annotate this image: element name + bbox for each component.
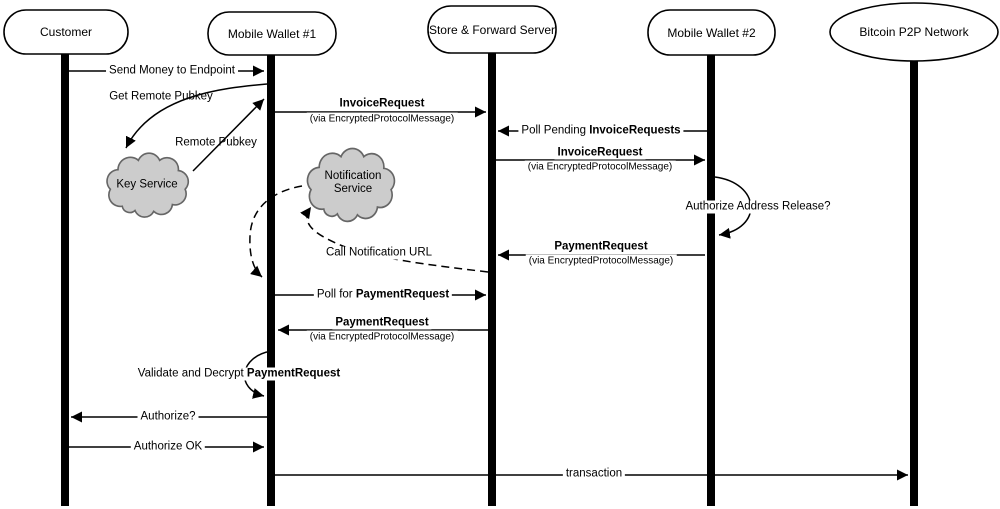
label-validate-and-decrypt — [135, 368, 343, 381]
label-send-money: Send Money to Endpoint — [106, 65, 238, 78]
actor-name: Bitcoin P2P Network — [859, 25, 969, 39]
arrow-notify-wallet1 — [250, 186, 302, 277]
lifeline-mobile-wallet-2 — [707, 54, 715, 506]
label-transaction: transaction — [563, 468, 625, 481]
label-part-normal: Poll Pending — [521, 124, 590, 137]
notification-service-label — [325, 170, 382, 196]
label-part-bold: PaymentRequest — [246, 367, 341, 380]
lifeline-store-forward-server — [488, 52, 496, 506]
lifelines — [61, 52, 918, 506]
lifeline-customer — [61, 53, 69, 506]
actor-name: Mobile Wallet #1 — [227, 26, 317, 41]
actor-label-customer — [4, 10, 128, 54]
label-authorize-question: Authorize? — [138, 411, 199, 424]
label-invoice-request-to-wallet2: InvoiceRequest — [555, 147, 646, 160]
notification-service-line2: Service — [333, 183, 373, 195]
label-part-bold: InvoiceRequests — [589, 124, 681, 137]
label-remote-pubkey: Remote Pubkey — [175, 136, 257, 149]
actor-label-mobile-wallet-2 — [648, 10, 775, 55]
label-invoice-request-to-server-via: (via EncryptedProtocolMessage) — [307, 113, 458, 126]
label-poll-pending-invoice-requests — [518, 125, 683, 138]
actor-label-store-forward-server — [428, 6, 556, 53]
actor-name: Customer — [39, 25, 92, 39]
label-invoice-request-to-wallet2-via: (via EncryptedProtocolMessage) — [525, 161, 676, 174]
label-payment-request-to-wallet1: PaymentRequest — [332, 317, 431, 330]
label-authorize-address-release: Authorize Address Release? — [682, 201, 833, 214]
label-payment-request-to-server-via: (via EncryptedProtocolMessage) — [526, 255, 677, 268]
label-part-normal: Poll for — [316, 288, 356, 301]
notification-service-line1: Notification — [324, 170, 382, 182]
lifeline-mobile-wallet-1 — [267, 54, 275, 506]
lifeline-bitcoin-p2p-network — [910, 60, 918, 506]
label-payment-request-to-server: PaymentRequest — [551, 241, 650, 254]
actor-label-mobile-wallet-1 — [208, 12, 336, 55]
actor-name: Mobile Wallet #2 — [667, 25, 756, 40]
label-poll-for-payment-request — [314, 289, 452, 302]
label-authorize-ok: Authorize OK — [131, 441, 205, 454]
label-invoice-request-to-server: InvoiceRequest — [337, 98, 428, 111]
actor-label-bitcoin-p2p-network — [830, 3, 998, 61]
label-part-bold: PaymentRequest — [355, 288, 450, 301]
label-part-normal: Validate and Decrypt — [137, 367, 247, 380]
label-call-notification-url: Call Notification URL — [323, 247, 435, 260]
label-payment-request-to-wallet1-via: (via EncryptedProtocolMessage) — [307, 331, 458, 344]
actor-name: Store & Forward Server — [428, 22, 556, 37]
key-service-label: Key Service — [116, 178, 178, 191]
arrow-remote-pubkey — [193, 99, 264, 171]
label-get-remote-pubkey: Get Remote Pubkey — [109, 90, 213, 103]
